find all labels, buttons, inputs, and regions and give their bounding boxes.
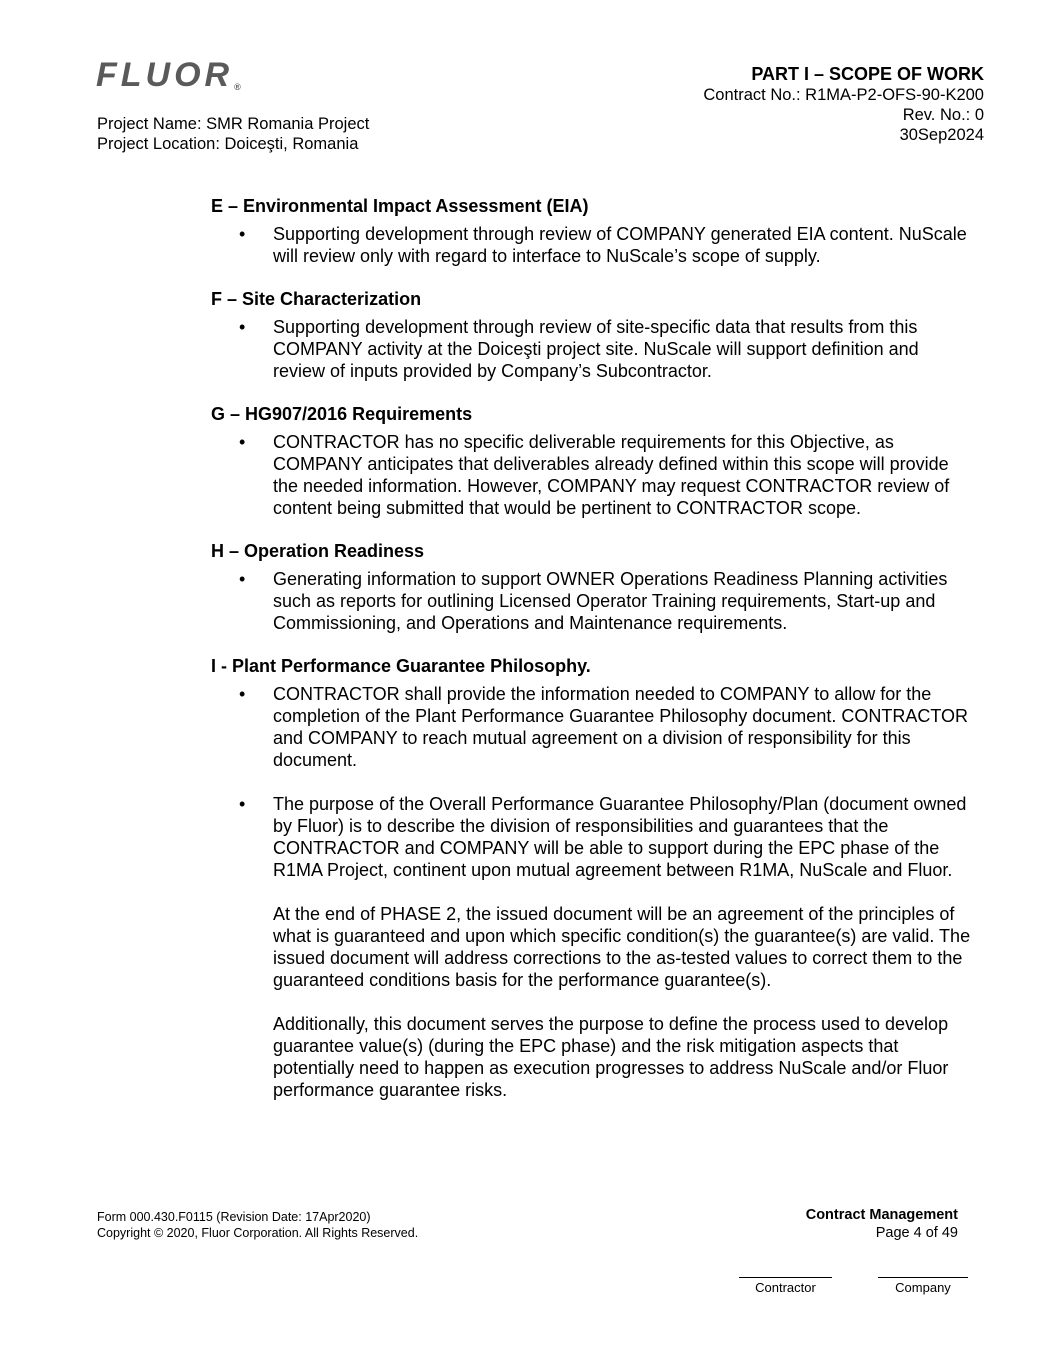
section-f-title: F – Site Characterization — [211, 289, 422, 309]
copyright: Copyright © 2020, Fluor Corporation. All Rights Reserved. — [97, 1226, 419, 1240]
section-f-list — [211, 316, 971, 382]
logo-text: FLUOR — [96, 56, 234, 94]
section-i-bullet-1: • CONTRACTOR shall provide the information needed to COMPANY to allow for the completion of the Plant Performance Guarantee Philosophy document. CONTRACTOR and COMPANY to reach mutual agreement on a division of responsibility for this document. — [211, 683, 971, 771]
section-h-bullet: • Generating information to support OWNER Operations Readiness Planning activities such as reports for outlining Licensed Operator Training requirements, Start-up and Commissioning, and Operations and Maintenance requirements. — [211, 568, 971, 634]
document-date: 30Sep2024 — [899, 126, 984, 144]
section-e-title: E – Environmental Impact Assessment (EIA) — [211, 196, 589, 216]
section-h-title: H – Operation Readiness — [211, 541, 425, 561]
project-info — [97, 114, 369, 154]
document-body — [211, 195, 971, 1101]
section-i-paragraph-2: Additionally, this document serves the purpose to define the process used to develop guarantee value(s) (during the EPC phase) and the risk mitigation aspects that potentially need to happen as execution progresses to address NuScale and/or Fluor performance guarantee risks. — [273, 1014, 949, 1100]
document-header — [703, 64, 984, 145]
section-i-title: I - Plant Performance Guarantee Philosophy. — [211, 656, 591, 676]
part-title: PART I – SCOPE OF WORK — [751, 64, 984, 84]
footer-section-title: Contract Management — [805, 1207, 958, 1223]
contractor-signature-line: Contractor — [739, 1277, 832, 1295]
section-g-bullet: • CONTRACTOR has no specific deliverable requirements for this Objective, as COMPANY anticipates that deliverables already defined within this scope will provide the needed information. However, COMPANY may request CONTRACTOR review of content being submitted that would be pertinent to CONTRACTOR scope. — [211, 431, 971, 519]
section-i-bullet-2: • The purpose of the Overall Performance Guarantee Philosophy/Plan (document owned by Fluor) is to describe the division of responsibilities and guarantees that the CONTRACTOR and COMPANY will be able to support during the EPC phase of the R1MA Project, continent upon mutual agreement between R1MA, NuScale and Fluor. — [211, 793, 971, 881]
section-g-list — [211, 431, 971, 519]
registered-mark: ® — [234, 82, 241, 92]
page-number: Page 4 of 49 — [875, 1225, 958, 1241]
project-name: Project Name: SMR Romania Project — [97, 115, 370, 133]
form-number: Form 000.430.F0115 (Revision Date: 17Apr2020) — [97, 1210, 371, 1224]
section-e-bullet: • Supporting development through review of COMPANY generated EIA content. NuScale will review only with regard to interface to NuScale’s scope of supply. — [211, 223, 971, 267]
section-f-bullet: • Supporting development through review of site-specific data that results from this COMPANY activity at the Doiceşti project site. NuScale will support definition and review of inputs provided by Company’s Subcontractor. — [211, 316, 971, 382]
fluor-logo — [96, 56, 241, 95]
section-h-list — [211, 568, 971, 634]
contract-number: Contract No.: R1MA-P2-OFS-90-K200 — [703, 86, 984, 104]
company-signature-line: Company — [878, 1277, 968, 1295]
section-i-paragraph-1: At the end of PHASE 2, the issued document will be an agreement of the principles of what is guaranteed and upon which specific condition(s) the guarantee(s) are valid. The issued document will address corrections to the as-tested values to correct them to the guaranteed conditions basis for the performance guarantee(s). — [273, 904, 971, 990]
project-location: Project Location: Doiceşti, Romania — [97, 135, 359, 153]
footer-form-info — [97, 1209, 418, 1241]
footer-page-info — [806, 1206, 958, 1242]
revision-number: Rev. No.: 0 — [902, 106, 984, 124]
section-i-list — [211, 683, 971, 881]
section-g-title: G – HG907/2016 Requirements — [211, 404, 473, 424]
section-e-list — [211, 223, 971, 267]
